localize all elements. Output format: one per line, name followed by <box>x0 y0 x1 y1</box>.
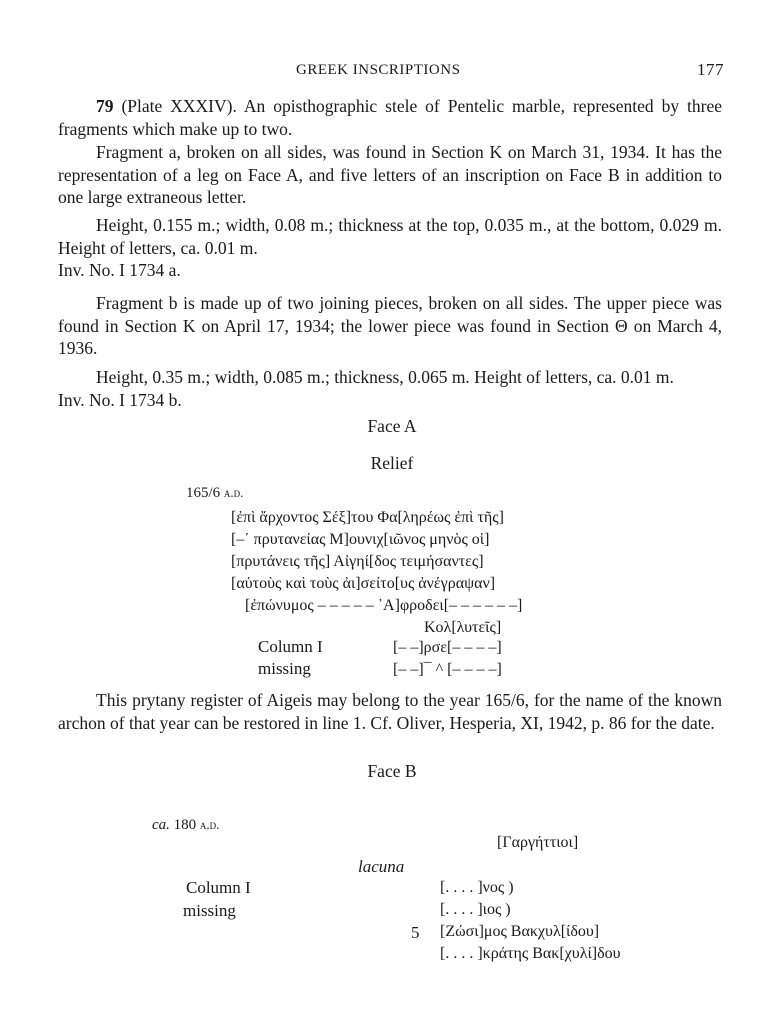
commentary-paragraph: This prytany register of Aigeis may belong to the year 165/6, for the name of the known archon of that year can be restored in line 1. Cf. Oliver, Hesperia, XI, 1942, p. 86 for the date. <box>58 690 722 733</box>
entry-number: 79 <box>96 96 114 116</box>
column-label: missing <box>258 659 311 678</box>
running-header-title: GREEK INSCRIPTIONS <box>296 62 461 78</box>
fragment-a-inventory: Inv. No. I 1734 a. <box>58 260 181 280</box>
face-a-title: Face A <box>367 416 417 436</box>
inscription-line: [αὑτοὺς καὶ τοὺς ἀι]σείτο[υς ἀνέγραψαν] <box>231 575 496 592</box>
page-number: 177 <box>697 60 724 79</box>
lacuna-label: lacuna <box>358 857 405 876</box>
inscription-line: Κολ[λυτεῖς] <box>424 619 502 636</box>
inscription-line: [πρυτάνεις τῆς] Αἰγηί[δος τειμήσαντες] <box>231 553 484 570</box>
inscription-line: [. . . . ]ιος ) <box>440 901 511 918</box>
entry-description: An opisthographic stele of Pentelic marble, represented by three fragments which make up to two. <box>58 96 723 139</box>
face-a-subtitle: Relief <box>370 453 414 473</box>
plate-reference: (Plate XXXIV). <box>121 96 237 116</box>
face-b-date: ca. 180 a.d. <box>152 817 220 833</box>
line-number: 5 <box>411 923 420 942</box>
entry-intro <box>58 95 722 140</box>
inscription-line: [ἐπώνυμος – – – – – ᾽Α]φροδει[– – – – – –] <box>245 597 523 614</box>
fragment-b-inventory: Inv. No. I 1734 b. <box>58 390 182 410</box>
inscription-line: [ἐπὶ ἄρχοντος Σέξ]του Φα[ληρέως ἐπὶ τῆς] <box>231 509 504 526</box>
inscription-line: [–΄ πρυτανείας Μ]ουνιχ[ιῶνος μηνὸς οἱ] <box>231 531 490 548</box>
face-a-date: 165/6 a.d. <box>186 485 244 501</box>
inscription-line: [. . . . ]νος ) <box>440 879 514 896</box>
fragment-a-paragraph: Fragment a, broken on all sides, was found in Section K on March 31, 1934. It has the representation of a leg on Face A, and five letters of an inscription on Face B in addition to one large extraneous letter. <box>58 142 722 207</box>
column-label: Column I <box>186 878 251 897</box>
deme-heading: [Γαργήττιοι] <box>497 834 579 851</box>
fragment-b-dimensions: Height, 0.35 m.; width, 0.085 m.; thickness, 0.065 m. Height of letters, ca. 0.01 m. <box>96 367 674 387</box>
inscription-line: [Ζώσι]μος Βακχυλ[ίδου] <box>440 923 600 940</box>
face-b-title: Face B <box>367 761 417 781</box>
column-label: Column I <box>258 637 323 656</box>
inscription-line: [– –]¯ ^ [– – – –] <box>393 661 502 678</box>
inscription-line: [– –]ρσε[– – – –] <box>393 639 502 656</box>
fragment-a-dimensions: Height, 0.155 m.; width, 0.08 m.; thickness at the top, 0.035 m., at the bottom, 0.029 m. Height of letters, ca. 0.01 m. <box>58 215 722 258</box>
fragment-b-paragraph: Fragment b is made up of two joining pieces, broken on all sides. The upper piece was found in Section K on April 17, 1934; the lower piece was found in Section Θ on March 4, 1936. <box>58 293 722 358</box>
column-label: missing <box>183 901 236 920</box>
inscription-line: [. . . . ]κράτης Βακ[χυλί]δου <box>440 945 621 962</box>
